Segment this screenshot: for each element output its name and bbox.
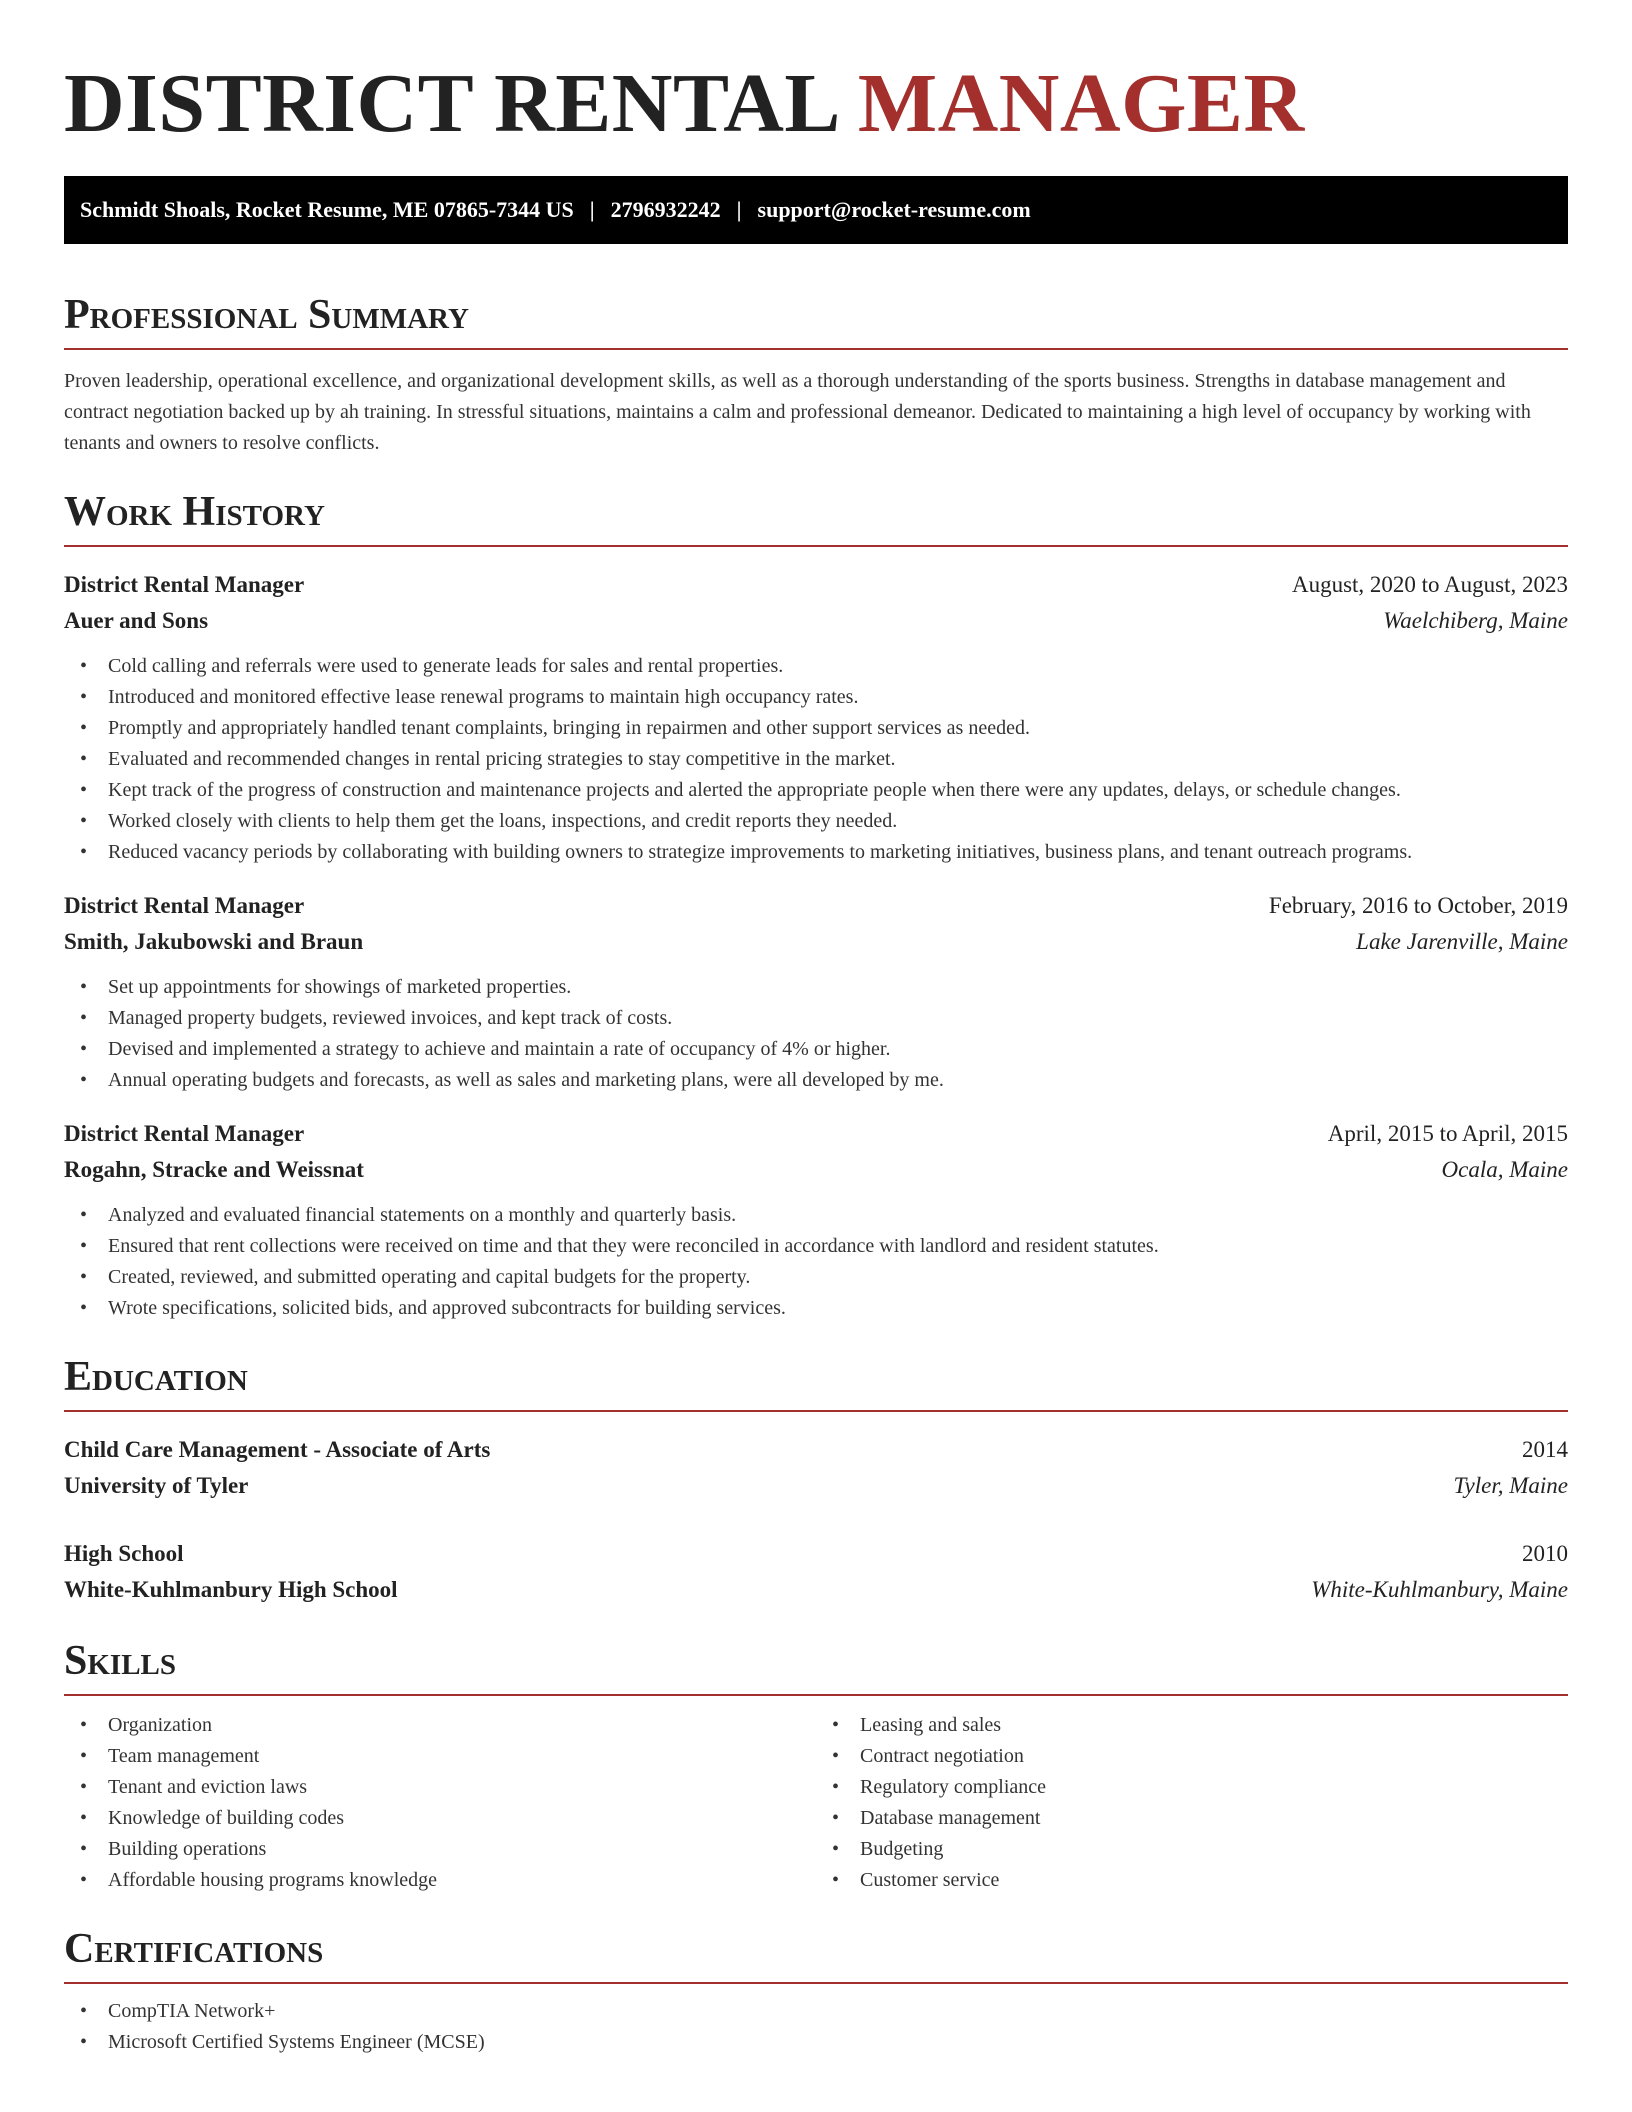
job-bullet: • Worked closely with clients to help them get the loans, inspections, and credit reports they needed.	[64, 806, 1568, 837]
skill-item: • Leasing and sales	[816, 1710, 1568, 1741]
skill-item: • Contract negotiation	[816, 1741, 1568, 1772]
resume-page	[64, 0, 1568, 2058]
job-bullet: • Managed property budgets, reviewed invoices, and kept track of costs.	[64, 1003, 1568, 1034]
title-accent: MANAGER	[857, 57, 1305, 150]
job-company: Rogahn, Stracke and Weissnat	[64, 1157, 364, 1182]
job-bullet: • Wrote specifications, solicited bids, and approved subcontracts for building services.	[64, 1293, 1568, 1324]
job-company: Auer and Sons	[64, 608, 209, 633]
education-degree: High School	[64, 1541, 184, 1566]
certification-item: • Microsoft Certified Systems Engineer (MCSE)	[64, 2027, 1568, 2058]
job-bullet: • Set up appointments for showings of marketed properties.	[64, 972, 1568, 1003]
job-bullets	[64, 651, 1568, 868]
job-bullets	[64, 1200, 1568, 1324]
education-heading: Education	[64, 1348, 1568, 1412]
skill-item: • Database management	[816, 1803, 1568, 1834]
skills-section	[64, 1632, 1568, 1896]
certifications-heading: Certifications	[64, 1920, 1568, 1984]
skill-item: • Organization	[64, 1710, 816, 1741]
job-bullet: • Cold calling and referrals were used to generate leads for sales and rental properties.	[64, 651, 1568, 682]
education-section	[64, 1348, 1568, 1608]
job-dates: February, 2016 to October, 2019	[1268, 893, 1568, 918]
contact-email: support@rocket-resume.com	[757, 197, 1031, 222]
education-entry	[64, 1536, 1568, 1608]
skill-item: • Tenant and eviction laws	[64, 1772, 816, 1803]
job-bullet: • Analyzed and evaluated financial statements on a monthly and quarterly basis.	[64, 1200, 1568, 1231]
education-year: 2014	[1522, 1437, 1568, 1462]
skill-item: • Knowledge of building codes	[64, 1803, 816, 1834]
job-bullet: • Kept track of the progress of construction and maintenance projects and alerted the appropriate people when there were any updates, delays, or schedule changes.	[64, 775, 1568, 806]
job-bullet: • Devised and implemented a strategy to achieve and maintain a rate of occupancy of 4% or higher.	[64, 1034, 1568, 1065]
summary-section	[64, 286, 1568, 459]
work-history-section	[64, 483, 1568, 1324]
job-location: Ocala, Maine	[1441, 1157, 1568, 1182]
job-entry	[64, 888, 1568, 1096]
job-bullet: • Annual operating budgets and forecasts, as well as sales and marketing plans, were all developed by me.	[64, 1065, 1568, 1096]
title-main: DISTRICT RENTAL	[64, 57, 837, 150]
education-school: White-Kuhlmanbury High School	[64, 1577, 398, 1602]
job-bullet: • Promptly and appropriately handled tenant complaints, bringing in repairmen and other support services as needed.	[64, 713, 1568, 744]
job-location: Lake Jarenville, Maine	[1356, 929, 1568, 954]
job-bullets	[64, 972, 1568, 1096]
job-entry	[64, 567, 1568, 868]
job-dates: April, 2015 to April, 2015	[1327, 1121, 1568, 1146]
skill-item: • Team management	[64, 1741, 816, 1772]
contact-bar	[64, 176, 1568, 244]
contact-address: Schmidt Shoals, Rocket Resume, ME 07865-7344 US	[80, 197, 574, 222]
job-title: District Rental Manager	[64, 1121, 305, 1146]
skills-columns	[64, 1710, 1568, 1896]
certifications-list	[64, 1996, 1568, 2058]
summary-heading: Professional Summary	[64, 286, 1568, 350]
skill-item: • Customer service	[816, 1865, 1568, 1896]
skills-list-left	[64, 1710, 816, 1896]
job-bullet: • Created, reviewed, and submitted operating and capital budgets for the property.	[64, 1262, 1568, 1293]
contact-phone: 2796932242	[610, 197, 721, 222]
job-bullet: • Evaluated and recommended changes in rental pricing strategies to stay competitive in the market.	[64, 744, 1568, 775]
education-entry	[64, 1432, 1568, 1504]
job-bullet: • Ensured that rent collections were received on time and that they were reconciled in accordance with landlord and resident statutes.	[64, 1231, 1568, 1262]
education-location: Tyler, Maine	[1453, 1473, 1568, 1498]
skill-item: • Affordable housing programs knowledge	[64, 1865, 816, 1896]
education-location: White-Kuhlmanbury, Maine	[1311, 1577, 1568, 1602]
job-bullet: • Introduced and monitored effective lease renewal programs to maintain high occupancy rates.	[64, 682, 1568, 713]
education-school: University of Tyler	[64, 1473, 249, 1498]
job-title: District Rental Manager	[64, 572, 305, 597]
skill-item: • Building operations	[64, 1834, 816, 1865]
work-history-heading: Work History	[64, 483, 1568, 547]
skills-heading: Skills	[64, 1632, 1568, 1696]
job-bullet: • Reduced vacancy periods by collaborating with building owners to strategize improvements to marketing initiatives, business plans, and tenant outreach programs.	[64, 837, 1568, 868]
resume-title	[64, 58, 1568, 150]
job-location: Waelchiberg, Maine	[1383, 608, 1568, 633]
skill-item: • Budgeting	[816, 1834, 1568, 1865]
education-degree: Child Care Management - Associate of Arts	[64, 1437, 491, 1462]
education-year: 2010	[1522, 1541, 1568, 1566]
contact-separator: |	[589, 197, 595, 222]
certifications-section	[64, 1920, 1568, 2058]
summary-text: Proven leadership, operational excellence, and organizational development skills, as well as a thorough understanding of the sports business. Strengths in database management and contract negotiation backed up by ah training. In stressful situations, maintains a calm and professional demeanor. Dedicated to maintaining a high level of occupancy by working with tenants and owners to resolve conflicts.	[64, 370, 1531, 454]
job-title: District Rental Manager	[64, 893, 305, 918]
contact-separator: |	[736, 197, 742, 222]
job-dates: August, 2020 to August, 2023	[1291, 572, 1568, 597]
job-entry	[64, 1116, 1568, 1324]
job-company: Smith, Jakubowski and Braun	[64, 929, 364, 954]
skills-list-right	[816, 1710, 1568, 1896]
skill-item: • Regulatory compliance	[816, 1772, 1568, 1803]
certification-item: • CompTIA Network+	[64, 1996, 1568, 2027]
